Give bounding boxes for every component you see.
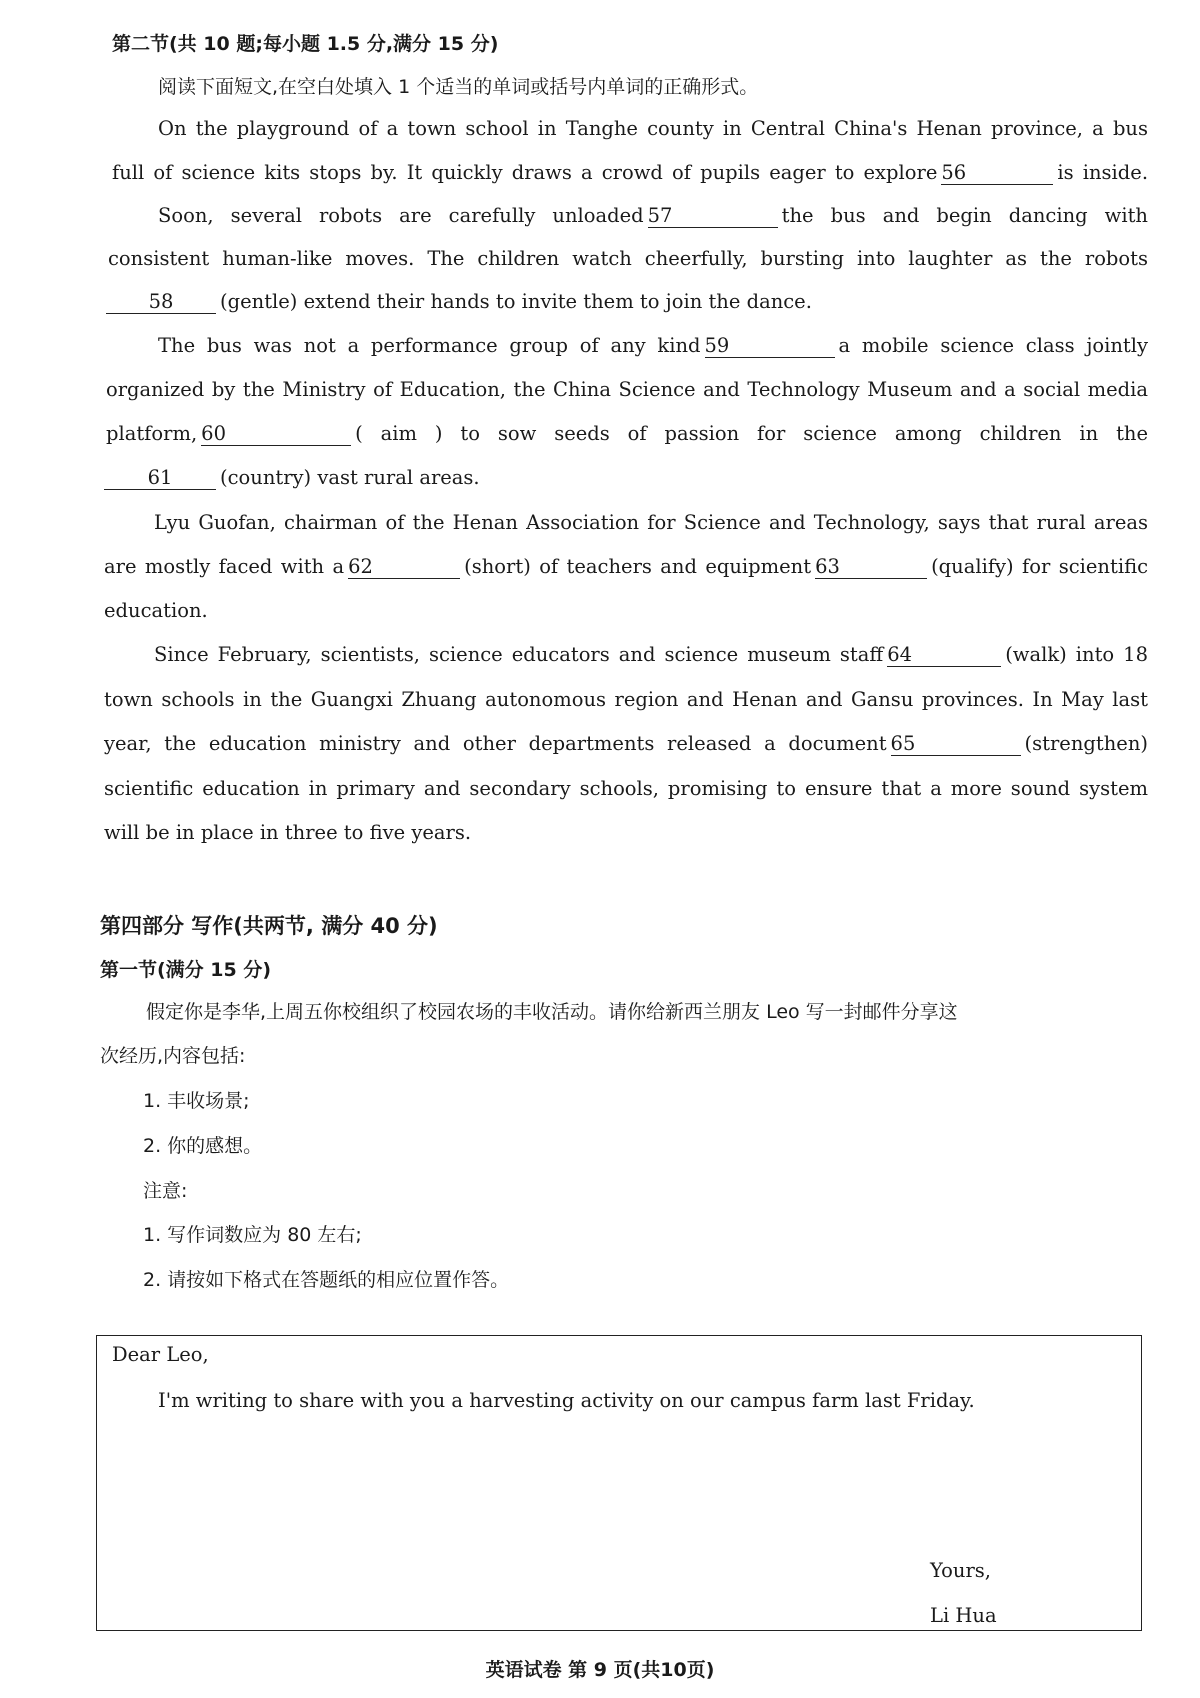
passage-line: consistent human-like moves. The children watch cheerfully, bursting into laughter as the robots — [108, 247, 1148, 270]
section-2-instruction: 阅读下面短文,在空白处填入 1 个适当的单词或括号内单词的正确形式。 — [158, 76, 759, 98]
blank-60[interactable]: 60 — [201, 423, 351, 446]
page-footer: 英语试卷 第 9 页(共10页) — [485, 1659, 715, 1681]
blank-58[interactable]: 58 — [106, 291, 216, 314]
content-item: 1. 丰收场景; — [143, 1090, 250, 1112]
letter-salutation: Dear Leo, — [112, 1343, 209, 1366]
passage-line: The bus was not a performance group of any kind 59 a mobile science class jointly — [158, 334, 1149, 357]
passage-line: Since February, scientists, science educators and science museum staff 64 (walk) into 18 — [154, 643, 1148, 666]
note-item: 2. 请按如下格式在答题纸的相应位置作答。 — [143, 1269, 510, 1291]
passage-line: Soon, several robots are carefully unloaded 57 the bus and begin dancing with — [158, 204, 1148, 227]
writing-prompt: 假定你是李华,上周五你校组织了校园农场的丰收活动。请你给新西兰朋友 Leo 写一封邮件分享这 — [146, 1001, 958, 1023]
blank-63[interactable]: 63 — [815, 556, 927, 579]
part-4-heading: 第四部分 写作(共两节, 满分 40 分) — [100, 914, 438, 938]
section-2-heading: 第二节(共 10 题;每小题 1.5 分,满分 15 分) — [112, 33, 499, 55]
passage-line: education. — [104, 599, 208, 622]
passage-line: organized by the Ministry of Education, the China Science and Technology Museum and a social media — [106, 378, 1148, 401]
passage-line: platform, 60 ( aim ) to sow seeds of passion for science among children in the — [106, 422, 1148, 445]
passage-line: 58 (gentle) extend their hands to invite them to join the dance. — [106, 289, 812, 315]
passage-line: Lyu Guofan, chairman of the Henan Association for Science and Technology, says that rural areas — [154, 511, 1148, 534]
blank-64[interactable]: 64 — [887, 644, 1001, 667]
passage-line: full of science kits stops by. It quickly draws a crowd of pupils eager to explore 56 is inside. — [112, 161, 1149, 184]
passage-line: scientific education in primary and secondary schools, promising to ensure that a more sound system — [104, 777, 1148, 800]
passage-line: On the playground of a town school in Tanghe county in Central China's Henan province, a bus — [158, 117, 1148, 140]
letter-opening: I'm writing to share with you a harvesting activity on our campus farm last Friday. — [158, 1389, 975, 1412]
blank-57[interactable]: 57 — [648, 205, 778, 228]
letter-template-box — [96, 1335, 1142, 1631]
note-item: 1. 写作词数应为 80 左右; — [143, 1224, 362, 1246]
passage-line: 61 (country) vast rural areas. — [104, 465, 480, 491]
passage-line: year, the education ministry and other departments released a document 65 (strengthen) — [104, 732, 1148, 755]
content-item: 2. 你的感想。 — [143, 1135, 263, 1157]
passage-line: will be in place in three to five years. — [104, 821, 472, 844]
letter-signature: Li Hua — [930, 1604, 997, 1627]
writing-prompt: 次经历,内容包括: — [100, 1045, 246, 1067]
blank-59[interactable]: 59 — [705, 335, 835, 358]
blank-56[interactable]: 56 — [941, 162, 1053, 185]
blank-62[interactable]: 62 — [348, 556, 460, 579]
section-1-heading: 第一节(满分 15 分) — [100, 959, 272, 981]
blank-65[interactable]: 65 — [891, 733, 1021, 756]
passage-line: are mostly faced with a 62 (short) of teachers and equipment 63 (qualify) for scientific — [104, 555, 1148, 578]
letter-closing: Yours, — [930, 1559, 992, 1582]
blank-61[interactable]: 61 — [104, 467, 216, 490]
passage-line: town schools in the Guangxi Zhuang autonomous region and Henan and Gansu provinces. In May last — [104, 688, 1148, 711]
notes-label: 注意: — [143, 1180, 188, 1202]
